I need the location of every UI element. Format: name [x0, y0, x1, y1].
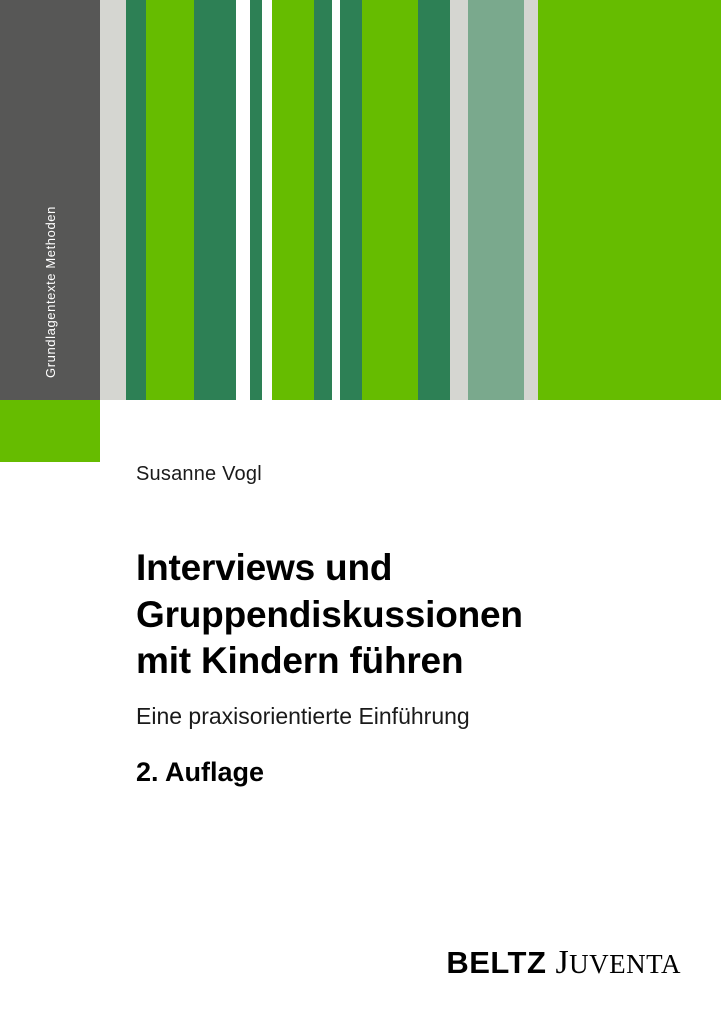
cover-stripe-3: [146, 0, 194, 400]
cover-stripe-14: [450, 0, 468, 400]
cover-stripe-6: [250, 0, 262, 400]
cover-stripe-9: [314, 0, 332, 400]
book-subtitle: Eine praxisorientierte Einführung: [136, 703, 470, 729]
publisher-logo: [446, 944, 681, 982]
edition-statement: 2. Auflage: [136, 757, 265, 787]
cover-stripe-13: [418, 0, 450, 400]
cover-stripe-17: [538, 0, 721, 400]
cover-stripe-15: [468, 0, 524, 400]
author-name: Susanne Vogl: [136, 463, 262, 485]
title-line-1: Interviews und: [136, 547, 393, 588]
title-line-3: mit Kindern führen: [136, 640, 464, 682]
cover-stripe-2: [126, 0, 146, 400]
cover-stripe-band: [0, 0, 721, 400]
cover-stripe-1: [100, 0, 126, 400]
juventa-initial: J: [555, 944, 570, 981]
cover-stripe-11: [340, 0, 362, 400]
series-spine-panel: [0, 0, 100, 400]
green-accent-tab: [0, 400, 100, 462]
title-line-2: Gruppendiskussionen: [136, 593, 523, 635]
cover-stripe-5: [236, 0, 250, 400]
juventa-rest: UVENTA: [569, 949, 681, 979]
cover-stripe-10: [332, 0, 340, 400]
cover-stripe-12: [362, 0, 418, 400]
book-title: [136, 545, 656, 685]
publisher-beltz-wordmark: BELTZ: [446, 945, 547, 980]
cover-stripe-7: [262, 0, 272, 400]
cover-stripe-16: [524, 0, 538, 400]
publisher-juventa-wordmark: [555, 944, 681, 982]
cover-stripe-8: [272, 0, 314, 400]
cover-stripe-4: [194, 0, 236, 400]
series-label: Grundlagentexte Methoden: [42, 206, 58, 378]
